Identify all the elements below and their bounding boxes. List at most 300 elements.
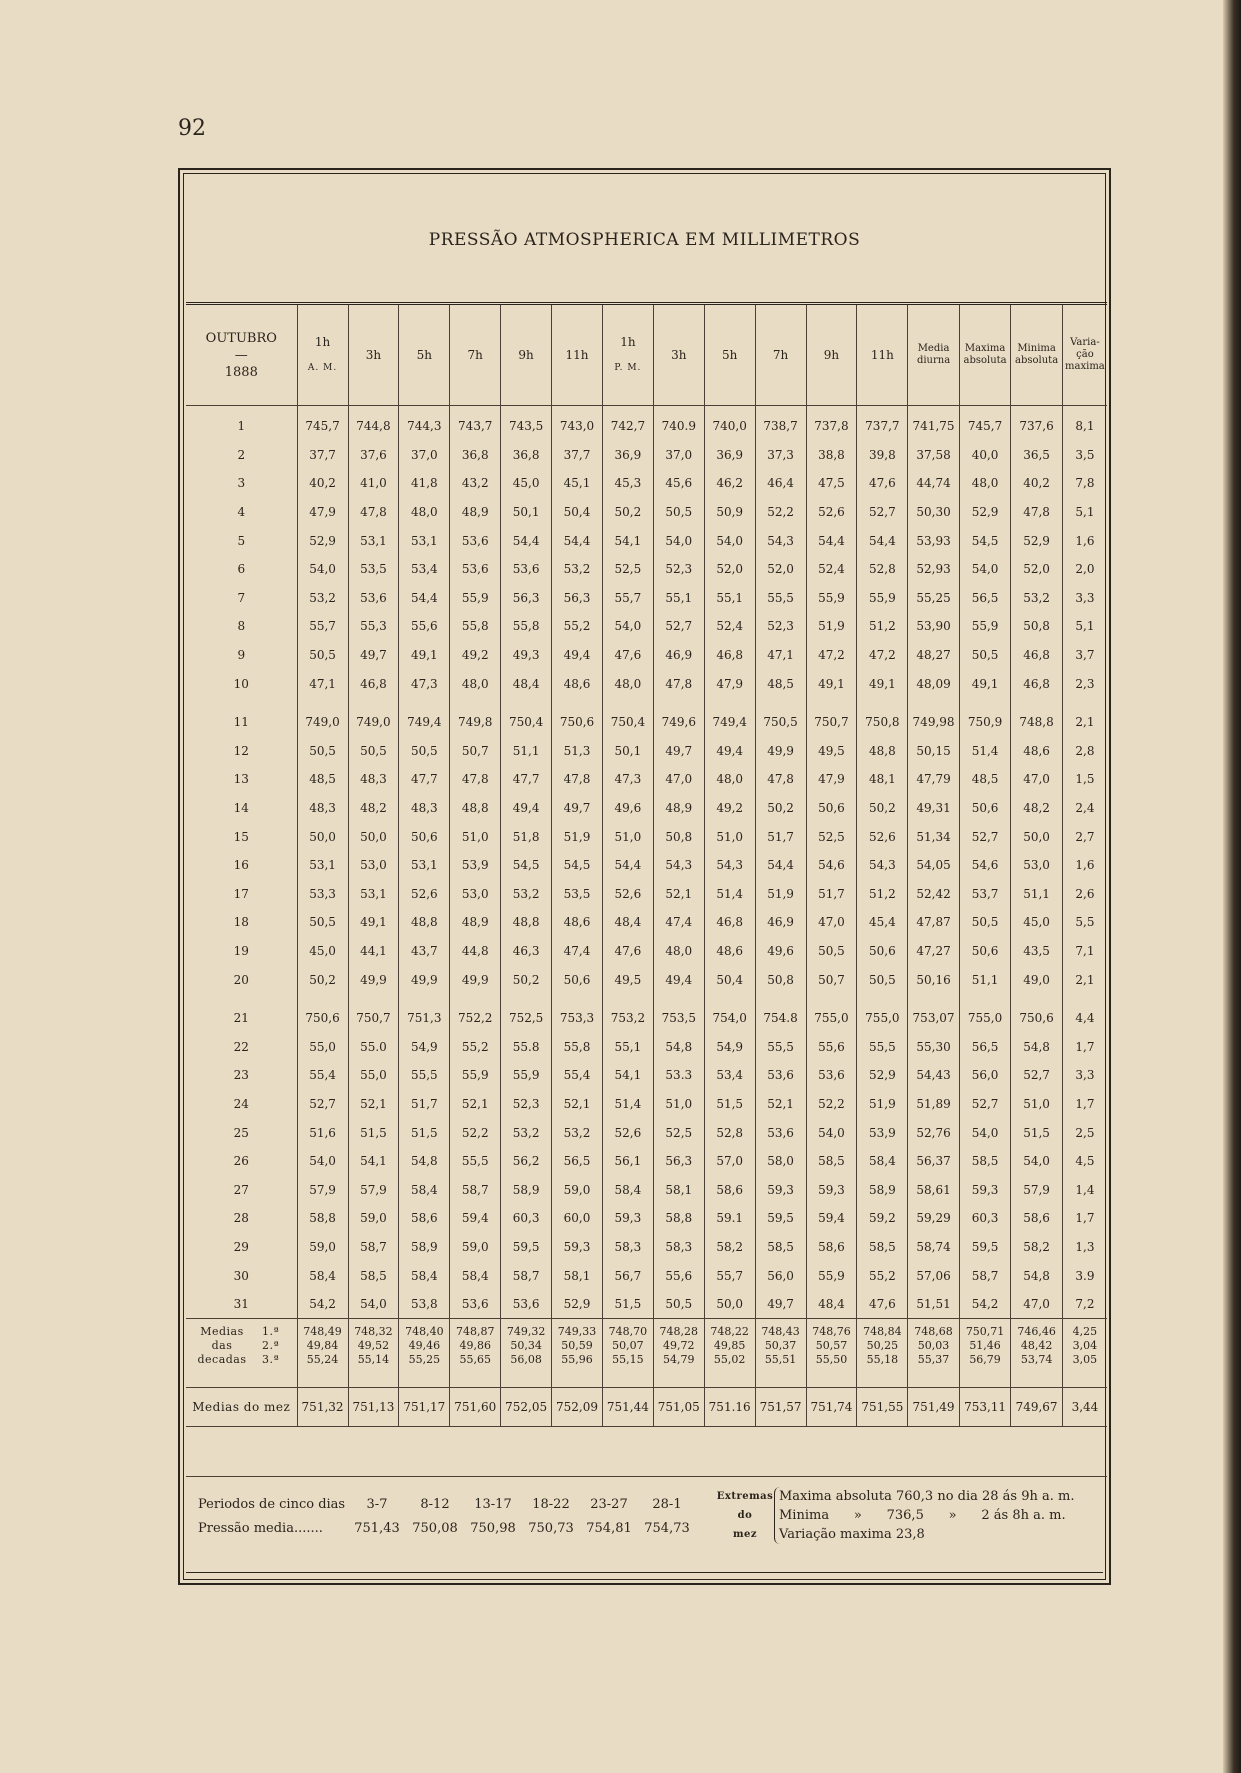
table-cell: 52,2 xyxy=(450,1118,501,1147)
table-cell: 59,3 xyxy=(552,1233,603,1262)
table-cell: 43,7 xyxy=(399,937,450,966)
table-cell: 50,0 xyxy=(348,822,399,851)
bottom-rule xyxy=(186,1572,1103,1573)
table-cell: 48,8 xyxy=(450,794,501,823)
pressure-media-label: Pressão media....... xyxy=(198,1521,323,1536)
table-cell: 41,8 xyxy=(399,469,450,498)
table-cell: 53,4 xyxy=(704,1061,755,1090)
table-cell: 49,1 xyxy=(959,669,1011,698)
table-cell: 48,3 xyxy=(348,765,399,794)
table-cell: 53,93 xyxy=(908,526,960,555)
table-cell: 52,5 xyxy=(806,822,857,851)
table-cell: 55,9 xyxy=(806,584,857,613)
table-cell: 752,2 xyxy=(450,1004,501,1033)
table-cell: 59,4 xyxy=(806,1204,857,1233)
table-cell: 49,9 xyxy=(450,965,501,994)
table-cell: 48,8 xyxy=(857,737,908,766)
table-cell: 3,5 xyxy=(1062,441,1107,470)
table-cell: 55,9 xyxy=(450,1061,501,1090)
table-cell: 57,9 xyxy=(297,1175,348,1204)
table-row xyxy=(186,555,1107,584)
table-cell: 37,58 xyxy=(908,441,960,470)
table-cell: 58,7 xyxy=(501,1261,552,1290)
table-cell: 45,0 xyxy=(1011,908,1063,937)
table-cell: 48,4 xyxy=(501,669,552,698)
table-cell: 48,8 xyxy=(501,908,552,937)
table-cell: 59,2 xyxy=(857,1204,908,1233)
table-cell: 59,0 xyxy=(297,1233,348,1262)
table-cell: 55,4 xyxy=(297,1061,348,1090)
table-cell: 52,9 xyxy=(857,1061,908,1090)
table-cell: 51,9 xyxy=(806,612,857,641)
table-cell: 43,5 xyxy=(1011,937,1063,966)
table-cell: 53,1 xyxy=(297,851,348,880)
table-cell: 51,2 xyxy=(857,880,908,909)
table-cell: 52,3 xyxy=(653,555,704,584)
table-cell: 40,2 xyxy=(297,469,348,498)
header-hour: 1h P. M. xyxy=(602,304,653,406)
table-cell: 47,0 xyxy=(1011,765,1063,794)
table-cell: 36,8 xyxy=(501,441,552,470)
table-cell: 55,2 xyxy=(857,1261,908,1290)
table-cell: 53,6 xyxy=(450,526,501,555)
table-cell: 54,4 xyxy=(857,526,908,555)
day-number: 26 xyxy=(233,1154,249,1169)
table-cell: 45,1 xyxy=(552,469,603,498)
medias-decadas-cell: 748,84 50,25 55,18 xyxy=(857,1319,908,1388)
extrema-minima: Minima » 736,5 » 2 ás 8h a. m. xyxy=(779,1508,1066,1523)
table-cell: 55,8 xyxy=(501,612,552,641)
header-month: OUTUBRO — 1888 xyxy=(186,304,297,406)
table-cell: 52,3 xyxy=(501,1090,552,1119)
table-cell: 54,05 xyxy=(908,851,960,880)
medias-mez-label: Medias do mez xyxy=(186,1388,297,1427)
table-cell: 55,9 xyxy=(959,612,1011,641)
table-cell: 750,4 xyxy=(602,708,653,737)
table-cell: 58,9 xyxy=(857,1175,908,1204)
table-cell: 54,4 xyxy=(602,851,653,880)
table-cell: 53,90 xyxy=(908,612,960,641)
table-cell: 51,0 xyxy=(1011,1090,1063,1119)
table-cell: 55,9 xyxy=(501,1061,552,1090)
table-cell: 58,3 xyxy=(653,1233,704,1262)
table-cell: 56,0 xyxy=(959,1061,1011,1090)
day-number: 28 xyxy=(233,1211,249,1226)
table-cell: 8,1 xyxy=(1062,406,1107,441)
table-cell: 46,8 xyxy=(1011,669,1063,698)
table-cell: 52,7 xyxy=(857,498,908,527)
header-hour: 9h xyxy=(501,304,552,406)
table-row xyxy=(186,908,1107,937)
header-hour: 9h xyxy=(806,304,857,406)
medias-decadas-cell: 748,49 49,84 55,24 xyxy=(297,1319,348,1388)
table-cell: 55,6 xyxy=(399,612,450,641)
table-cell: 58,61 xyxy=(908,1175,960,1204)
table-cell: 49,5 xyxy=(602,965,653,994)
table-cell: 51,9 xyxy=(755,880,806,909)
table-cell: 49,6 xyxy=(602,794,653,823)
table-cell: 59,3 xyxy=(959,1175,1011,1204)
header-hour: 5h xyxy=(399,304,450,406)
table-cell: 55,4 xyxy=(552,1061,603,1090)
day-number: 15 xyxy=(233,829,249,844)
table-cell: 49,4 xyxy=(704,737,755,766)
table-cell: 53,9 xyxy=(450,851,501,880)
table-cell: 51,7 xyxy=(755,822,806,851)
table-cell: 57,9 xyxy=(1011,1175,1063,1204)
day-number: 11 xyxy=(233,715,249,730)
table-cell: 55,25 xyxy=(908,584,960,613)
table-cell: 47,0 xyxy=(653,765,704,794)
day-number: 6 xyxy=(237,562,246,577)
table-cell: 49,7 xyxy=(755,1290,806,1319)
table-cell: 50,0 xyxy=(297,822,348,851)
table-cell: 750,7 xyxy=(348,1004,399,1033)
table-cell: 51,34 xyxy=(908,822,960,851)
table-cell: 47,4 xyxy=(552,937,603,966)
table-cell: 53,6 xyxy=(450,555,501,584)
header-maxima-absoluta: Maxima absoluta xyxy=(959,304,1011,406)
table-cell: 47,7 xyxy=(399,765,450,794)
table-cell: 50,6 xyxy=(857,937,908,966)
table-cell: 58,0 xyxy=(755,1147,806,1176)
table-cell: 52,93 xyxy=(908,555,960,584)
day-number: 7 xyxy=(237,590,246,605)
table-cell: 58,6 xyxy=(1011,1204,1063,1233)
medias-mez-cell: 751,49 xyxy=(908,1388,960,1427)
medias-mez-cell: 753,11 xyxy=(959,1388,1011,1427)
medias-decadas-cell: 749,32 50,34 56,08 xyxy=(501,1319,552,1388)
table-cell: 47,6 xyxy=(857,469,908,498)
table-cell: 47,2 xyxy=(857,641,908,670)
table-cell: 55,1 xyxy=(653,584,704,613)
table-cell: 55.0 xyxy=(348,1032,399,1061)
table-cell: 53,2 xyxy=(501,880,552,909)
table-cell: 45,0 xyxy=(501,469,552,498)
table-cell: 55.8 xyxy=(501,1032,552,1061)
table-cell: 56,5 xyxy=(959,584,1011,613)
table-cell: 49,0 xyxy=(1011,965,1063,994)
table-cell: 36,5 xyxy=(1011,441,1063,470)
table-row xyxy=(186,1290,1107,1319)
day-number: 19 xyxy=(233,943,249,958)
table-cell: 47,8 xyxy=(450,765,501,794)
table-cell: 49,9 xyxy=(755,737,806,766)
table-cell: 50,5 xyxy=(959,641,1011,670)
table-cell: 57,0 xyxy=(704,1147,755,1176)
medias-decadas-cell: 748,87 49,86 55,65 xyxy=(450,1319,501,1388)
table-cell: 44,8 xyxy=(450,937,501,966)
table-cell: 55,2 xyxy=(450,1032,501,1061)
table-cell: 52,1 xyxy=(450,1090,501,1119)
table-cell: 58,5 xyxy=(755,1233,806,1262)
table-cell: 52,7 xyxy=(959,1090,1011,1119)
table-cell: 4,5 xyxy=(1062,1147,1107,1176)
header-hour: 3h xyxy=(348,304,399,406)
table-row xyxy=(186,612,1107,641)
table-cell: 47,0 xyxy=(806,908,857,937)
table-title: PRESSÃO ATMOSPHERICA EM MILLIMETROS xyxy=(428,230,861,250)
table-cell: 47,8 xyxy=(552,765,603,794)
table-cell: 59,4 xyxy=(450,1204,501,1233)
table-cell: 58,4 xyxy=(857,1147,908,1176)
table-cell: 745,7 xyxy=(959,406,1011,441)
medias-decadas-cell: 748,40 49,46 55,25 xyxy=(399,1319,450,1388)
table-cell: 50,5 xyxy=(653,1290,704,1319)
table-cell: 53,6 xyxy=(450,1290,501,1319)
table-row xyxy=(186,1233,1107,1262)
table-cell: 750,9 xyxy=(959,708,1011,737)
table-cell: 50,5 xyxy=(959,908,1011,937)
table-cell: 50,30 xyxy=(908,498,960,527)
table-frame xyxy=(178,168,1111,1585)
table-cell: 53,9 xyxy=(857,1118,908,1147)
table-cell: 46,4 xyxy=(755,469,806,498)
table-cell: 40,2 xyxy=(1011,469,1063,498)
table-cell: 48,0 xyxy=(450,669,501,698)
day-number: 3 xyxy=(237,476,246,491)
table-cell: 59,3 xyxy=(755,1175,806,1204)
table-cell: 48,5 xyxy=(959,765,1011,794)
table-row xyxy=(186,737,1107,766)
table-cell: 48,5 xyxy=(297,765,348,794)
table-cell: 59,5 xyxy=(959,1233,1011,1262)
table-cell: 744,3 xyxy=(399,406,450,441)
table-cell: 52,5 xyxy=(602,555,653,584)
table-row xyxy=(186,937,1107,966)
table-cell: 1,5 xyxy=(1062,765,1107,794)
table-row xyxy=(186,794,1107,823)
table-cell: 52,1 xyxy=(348,1090,399,1119)
table-cell: 59.1 xyxy=(704,1204,755,1233)
table-cell: 52,0 xyxy=(755,555,806,584)
table-cell: 47,87 xyxy=(908,908,960,937)
table-cell: 52,9 xyxy=(1011,526,1063,555)
table-cell: 749,6 xyxy=(653,708,704,737)
table-cell: 54,5 xyxy=(552,851,603,880)
header-minima-absoluta: Minima absoluta xyxy=(1011,304,1063,406)
table-row xyxy=(186,669,1107,698)
table-row xyxy=(186,526,1107,555)
table-cell: 55,5 xyxy=(399,1061,450,1090)
table-cell: 742,7 xyxy=(602,406,653,441)
table-cell: 51,7 xyxy=(806,880,857,909)
pressure-table xyxy=(186,302,1107,1427)
table-cell: 54,0 xyxy=(959,555,1011,584)
table-cell: 7,2 xyxy=(1062,1290,1107,1319)
table-cell: 753,5 xyxy=(653,1004,704,1033)
table-cell: 47,8 xyxy=(653,669,704,698)
table-cell: 58,4 xyxy=(399,1175,450,1204)
table-cell: 1,6 xyxy=(1062,851,1107,880)
table-cell: 44,1 xyxy=(348,937,399,966)
day-number: 12 xyxy=(233,743,249,758)
table-cell: 58,5 xyxy=(959,1147,1011,1176)
table-cell: 58,1 xyxy=(653,1175,704,1204)
medias-mez-cell: 751,32 xyxy=(297,1388,348,1427)
table-cell: 47,1 xyxy=(755,641,806,670)
medias-mez-cell: 751.16 xyxy=(704,1388,755,1427)
table-cell: 52,6 xyxy=(602,880,653,909)
table-cell: 52,4 xyxy=(704,612,755,641)
table-cell: 47,8 xyxy=(348,498,399,527)
table-cell: 53,6 xyxy=(501,555,552,584)
table-cell: 48,0 xyxy=(653,937,704,966)
table-cell: 58,3 xyxy=(602,1233,653,1262)
table-cell: 53,6 xyxy=(755,1061,806,1090)
table-cell: 3.9 xyxy=(1062,1261,1107,1290)
table-cell: 49,2 xyxy=(704,794,755,823)
table-cell: 46,9 xyxy=(755,908,806,937)
table-row xyxy=(186,498,1107,527)
table-cell: 51,4 xyxy=(704,880,755,909)
table-cell: 47,9 xyxy=(297,498,348,527)
table-cell: 56,3 xyxy=(501,584,552,613)
table-row xyxy=(186,1061,1107,1090)
table-cell: 2,1 xyxy=(1062,708,1107,737)
table-cell: 52,7 xyxy=(297,1090,348,1119)
header-hour: 11h xyxy=(552,304,603,406)
table-cell: 2,4 xyxy=(1062,794,1107,823)
table-cell: 750,5 xyxy=(755,708,806,737)
table-cell: 55,7 xyxy=(602,584,653,613)
table-cell: 54,9 xyxy=(704,1032,755,1061)
table-cell: 49,4 xyxy=(501,794,552,823)
table-cell: 1,3 xyxy=(1062,1233,1107,1262)
table-cell: 47,6 xyxy=(602,937,653,966)
table-cell: 41,0 xyxy=(348,469,399,498)
table-cell: 54,0 xyxy=(704,526,755,555)
table-cell: 58,1 xyxy=(552,1261,603,1290)
table-cell: 50,15 xyxy=(908,737,960,766)
table-cell: 55,6 xyxy=(806,1032,857,1061)
table-cell: 58,4 xyxy=(297,1261,348,1290)
day-number: 8 xyxy=(237,619,246,634)
table-cell: 49,1 xyxy=(857,669,908,698)
medias-decadas-row xyxy=(186,1319,1107,1388)
table-cell: 53,2 xyxy=(1011,584,1063,613)
table-cell: 5,1 xyxy=(1062,612,1107,641)
table-cell: 753,2 xyxy=(602,1004,653,1033)
table-cell: 55,5 xyxy=(857,1032,908,1061)
table-cell: 47,27 xyxy=(908,937,960,966)
extremas-block xyxy=(716,1487,1075,1544)
table-cell: 48,8 xyxy=(399,908,450,937)
day-number: 2 xyxy=(237,447,246,462)
table-cell: 749,4 xyxy=(704,708,755,737)
table-cell: 53,3 xyxy=(297,880,348,909)
table-cell: 56,1 xyxy=(602,1147,653,1176)
table-cell: 52,3 xyxy=(755,612,806,641)
table-cell: 59,0 xyxy=(450,1233,501,1262)
table-cell: 59,3 xyxy=(806,1175,857,1204)
medias-mez-cell: 751,13 xyxy=(348,1388,399,1427)
day-number: 1 xyxy=(237,419,246,434)
table-cell: 37,3 xyxy=(755,441,806,470)
table-cell: 55,8 xyxy=(552,1032,603,1061)
table-cell: 58,8 xyxy=(297,1204,348,1233)
table-cell: 3,3 xyxy=(1062,584,1107,613)
table-cell: 53,0 xyxy=(450,880,501,909)
table-cell: 53.3 xyxy=(653,1061,704,1090)
table-cell: 47,5 xyxy=(806,469,857,498)
table-cell: 755,0 xyxy=(857,1004,908,1033)
table-cell: 52,5 xyxy=(653,1118,704,1147)
table-cell: 54,6 xyxy=(806,851,857,880)
table-cell: 1,4 xyxy=(1062,1175,1107,1204)
medias-decadas-cell: 748,68 50,03 55,37 xyxy=(908,1319,960,1388)
table-row xyxy=(186,880,1107,909)
table-cell: 51,8 xyxy=(501,822,552,851)
table-row xyxy=(186,406,1107,441)
table-cell: 51,3 xyxy=(552,737,603,766)
table-cell: 54,4 xyxy=(806,526,857,555)
table-cell: 48,0 xyxy=(704,765,755,794)
table-cell: 749,8 xyxy=(450,708,501,737)
table-cell: 755,0 xyxy=(806,1004,857,1033)
table-cell: 48,6 xyxy=(552,908,603,937)
extrema-variacao: Variação maxima 23,8 xyxy=(779,1527,925,1542)
table-cell: 54,0 xyxy=(297,1147,348,1176)
table-cell: 54,3 xyxy=(755,526,806,555)
table-cell: 56,5 xyxy=(959,1032,1011,1061)
table-cell: 47,3 xyxy=(399,669,450,698)
table-cell: 60,3 xyxy=(501,1204,552,1233)
table-row xyxy=(186,851,1107,880)
table-cell: 54,2 xyxy=(959,1290,1011,1319)
table-cell: 745,7 xyxy=(297,406,348,441)
table-cell: 48,5 xyxy=(755,669,806,698)
table-cell: 46,8 xyxy=(1011,641,1063,670)
header-hour: 5h xyxy=(704,304,755,406)
table-cell: 51,89 xyxy=(908,1090,960,1119)
table-cell: 750,8 xyxy=(857,708,908,737)
table-cell: 750,6 xyxy=(297,1004,348,1033)
table-cell: 56,37 xyxy=(908,1147,960,1176)
table-cell: 53,6 xyxy=(348,584,399,613)
table-row xyxy=(186,1175,1107,1204)
table-cell: 48,2 xyxy=(1011,794,1063,823)
table-cell: 737,6 xyxy=(1011,406,1063,441)
table-cell: 49,31 xyxy=(908,794,960,823)
table-cell: 54,3 xyxy=(857,851,908,880)
table-cell: 743,0 xyxy=(552,406,603,441)
medias-decadas-cell: 748,70 50,07 55,15 xyxy=(602,1319,653,1388)
extrema-maxima: Maxima absoluta 760,3 no dia 28 ás 9h a. m. xyxy=(779,1489,1075,1504)
decade-gap xyxy=(186,994,1107,1004)
table-cell: 53,6 xyxy=(501,1290,552,1319)
table-cell: 54,5 xyxy=(501,851,552,880)
table-cell: 55,0 xyxy=(348,1061,399,1090)
table-cell: 49,1 xyxy=(399,641,450,670)
table-cell: 50,0 xyxy=(704,1290,755,1319)
table-cell: 51,0 xyxy=(602,822,653,851)
table-cell: 52,6 xyxy=(399,880,450,909)
table-cell: 58,74 xyxy=(908,1233,960,1262)
table-cell: 55,30 xyxy=(908,1032,960,1061)
table-row xyxy=(186,641,1107,670)
table-cell: 753,3 xyxy=(552,1004,603,1033)
table-cell: 49,7 xyxy=(552,794,603,823)
medias-decadas-label: Medias das decadas 1.ª 2.ª 3.ª xyxy=(186,1319,297,1388)
table-cell: 748,8 xyxy=(1011,708,1063,737)
table-cell: 54,9 xyxy=(399,1032,450,1061)
table-cell: 48,1 xyxy=(857,765,908,794)
table-cell: 51,5 xyxy=(602,1290,653,1319)
table-cell: 750,6 xyxy=(552,708,603,737)
table-cell: 49,2 xyxy=(450,641,501,670)
table-cell: 37,0 xyxy=(653,441,704,470)
